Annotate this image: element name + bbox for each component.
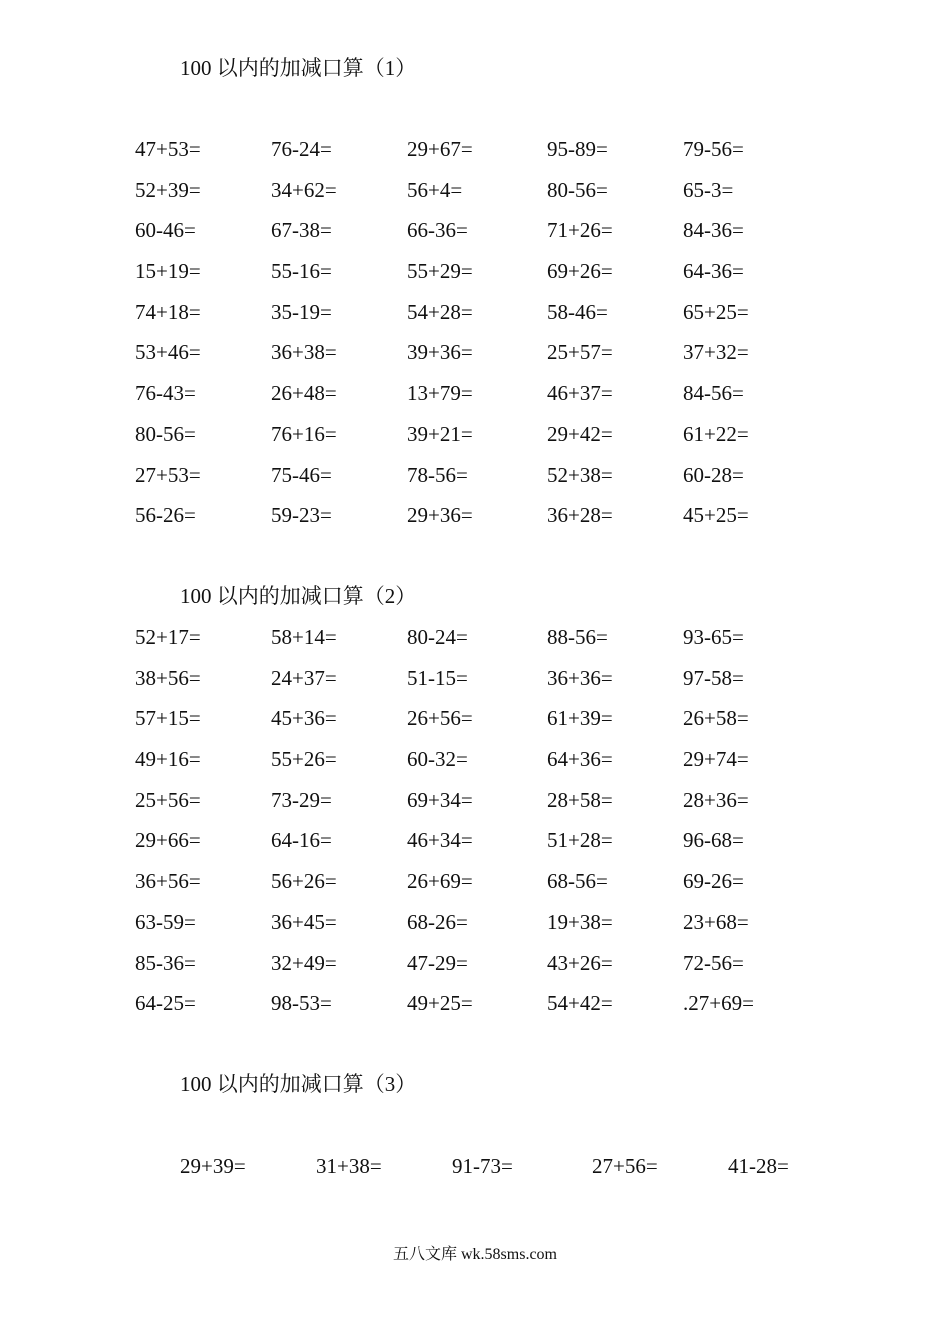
section-3-title: 100 以内的加减口算（3）: [180, 1072, 417, 1096]
problem: 73-29=: [271, 787, 332, 812]
problem: 98-53=: [271, 991, 332, 1016]
problem: 58-46=: [547, 299, 608, 324]
problem: 75-46=: [271, 462, 332, 487]
problem: 31+38=: [316, 1154, 382, 1178]
problem: 84-56=: [683, 381, 744, 406]
problem: 57+15=: [135, 706, 201, 731]
problem: 46+34=: [407, 828, 473, 853]
problem: 59-23=: [271, 503, 332, 528]
problem: 51+28=: [547, 828, 613, 853]
problem: 64-25=: [135, 991, 196, 1016]
problem: 72-56=: [683, 950, 744, 975]
problem: 53+46=: [135, 340, 201, 365]
problem: 55+26=: [271, 747, 337, 772]
problem: 29+39=: [180, 1154, 246, 1178]
problem: 74+18=: [135, 299, 201, 324]
problem: 64+36=: [547, 747, 613, 772]
problem: 29+67=: [407, 137, 473, 161]
problem: 26+58=: [683, 706, 749, 731]
problem: 93-65=: [683, 625, 744, 649]
problem: 69+26=: [547, 259, 613, 284]
problem: 27+56=: [592, 1154, 658, 1178]
problem: 28+58=: [547, 787, 613, 812]
problem: 79-56=: [683, 137, 744, 161]
problem: 36+56=: [135, 869, 201, 894]
problem: 80-56=: [135, 421, 196, 446]
problem: 52+38=: [547, 462, 613, 487]
problem: 56+26=: [271, 869, 337, 894]
problem: 23+68=: [683, 909, 749, 934]
problem: 64-16=: [271, 828, 332, 853]
problem: 37+32=: [683, 340, 749, 365]
problem: 39+21=: [407, 421, 473, 446]
problem: 36+36=: [547, 665, 613, 690]
section-2-title: 100 以内的加减口算（2）: [180, 584, 417, 608]
problem: 60-28=: [683, 462, 744, 487]
problem: 29+36=: [407, 503, 473, 528]
problem: 39+36=: [407, 340, 473, 365]
problem: 25+57=: [547, 340, 613, 365]
problem: 68-56=: [547, 869, 608, 894]
problem: 36+45=: [271, 909, 337, 934]
problem: 47+53=: [135, 137, 201, 161]
problem: 45+36=: [271, 706, 337, 731]
problem: 69+34=: [407, 787, 473, 812]
problem: 96-68=: [683, 828, 744, 853]
problem: 55+29=: [407, 259, 473, 284]
problem: 65-3=: [683, 177, 734, 202]
problem: 64-36=: [683, 259, 744, 284]
problem: 76+16=: [271, 421, 337, 446]
problem: 45+25=: [683, 503, 749, 528]
problem: 15+19=: [135, 259, 201, 284]
problem: 46+37=: [547, 381, 613, 406]
problem: 76-43=: [135, 381, 196, 406]
problem: 28+36=: [683, 787, 749, 812]
problem: 29+74=: [683, 747, 749, 772]
problem: 84-36=: [683, 218, 744, 243]
problem: 25+56=: [135, 787, 201, 812]
problem: 49+25=: [407, 991, 473, 1016]
problem: 63-59=: [135, 909, 196, 934]
problem: 76-24=: [271, 137, 332, 161]
problem: 65+25=: [683, 299, 749, 324]
problem: 66-36=: [407, 218, 468, 243]
problem: 51-15=: [407, 665, 468, 690]
problem: 61+39=: [547, 706, 613, 731]
problem: 13+79=: [407, 381, 473, 406]
problem: 67-38=: [271, 218, 332, 243]
problem: 61+22=: [683, 421, 749, 446]
problem: 29+66=: [135, 828, 201, 853]
problem: 52+39=: [135, 177, 201, 202]
section-1-title: 100 以内的加减口算（1）: [180, 56, 417, 80]
problem: 88-56=: [547, 625, 608, 649]
problem: 36+28=: [547, 503, 613, 528]
problem: 35-19=: [271, 299, 332, 324]
problem: 38+56=: [135, 665, 201, 690]
problem: 78-56=: [407, 462, 468, 487]
problem: 52+17=: [135, 625, 201, 649]
problem: 41-28=: [728, 1154, 789, 1178]
problem: 26+56=: [407, 706, 473, 731]
problem: 34+62=: [271, 177, 337, 202]
problem: 24+37=: [271, 665, 337, 690]
problem: 26+48=: [271, 381, 337, 406]
problem: 32+49=: [271, 950, 337, 975]
problem: 69-26=: [683, 869, 744, 894]
problem: 60-32=: [407, 747, 468, 772]
problem: 27+53=: [135, 462, 201, 487]
problem: 55-16=: [271, 259, 332, 284]
problem: .27+69=: [683, 991, 754, 1016]
problem: 47-29=: [407, 950, 468, 975]
problem: 49+16=: [135, 747, 201, 772]
problem: 36+38=: [271, 340, 337, 365]
problem: 54+42=: [547, 991, 613, 1016]
problem: 19+38=: [547, 909, 613, 934]
problem: 43+26=: [547, 950, 613, 975]
problem: 60-46=: [135, 218, 196, 243]
problem: 29+42=: [547, 421, 613, 446]
problem: 95-89=: [547, 137, 608, 161]
problem: 56-26=: [135, 503, 196, 528]
problem: 71+26=: [547, 218, 613, 243]
problem: 80-56=: [547, 177, 608, 202]
page-footer: 五八文库 wk.58sms.com: [392, 1246, 557, 1263]
problem: 26+69=: [407, 869, 473, 894]
problem: 56+4=: [407, 177, 463, 202]
problem: 97-58=: [683, 665, 744, 690]
problem: 85-36=: [135, 950, 196, 975]
problem: 58+14=: [271, 625, 337, 649]
problem: 91-73=: [452, 1154, 513, 1178]
problem: 54+28=: [407, 299, 473, 324]
problem: 68-26=: [407, 909, 468, 934]
problem: 80-24=: [407, 625, 468, 649]
